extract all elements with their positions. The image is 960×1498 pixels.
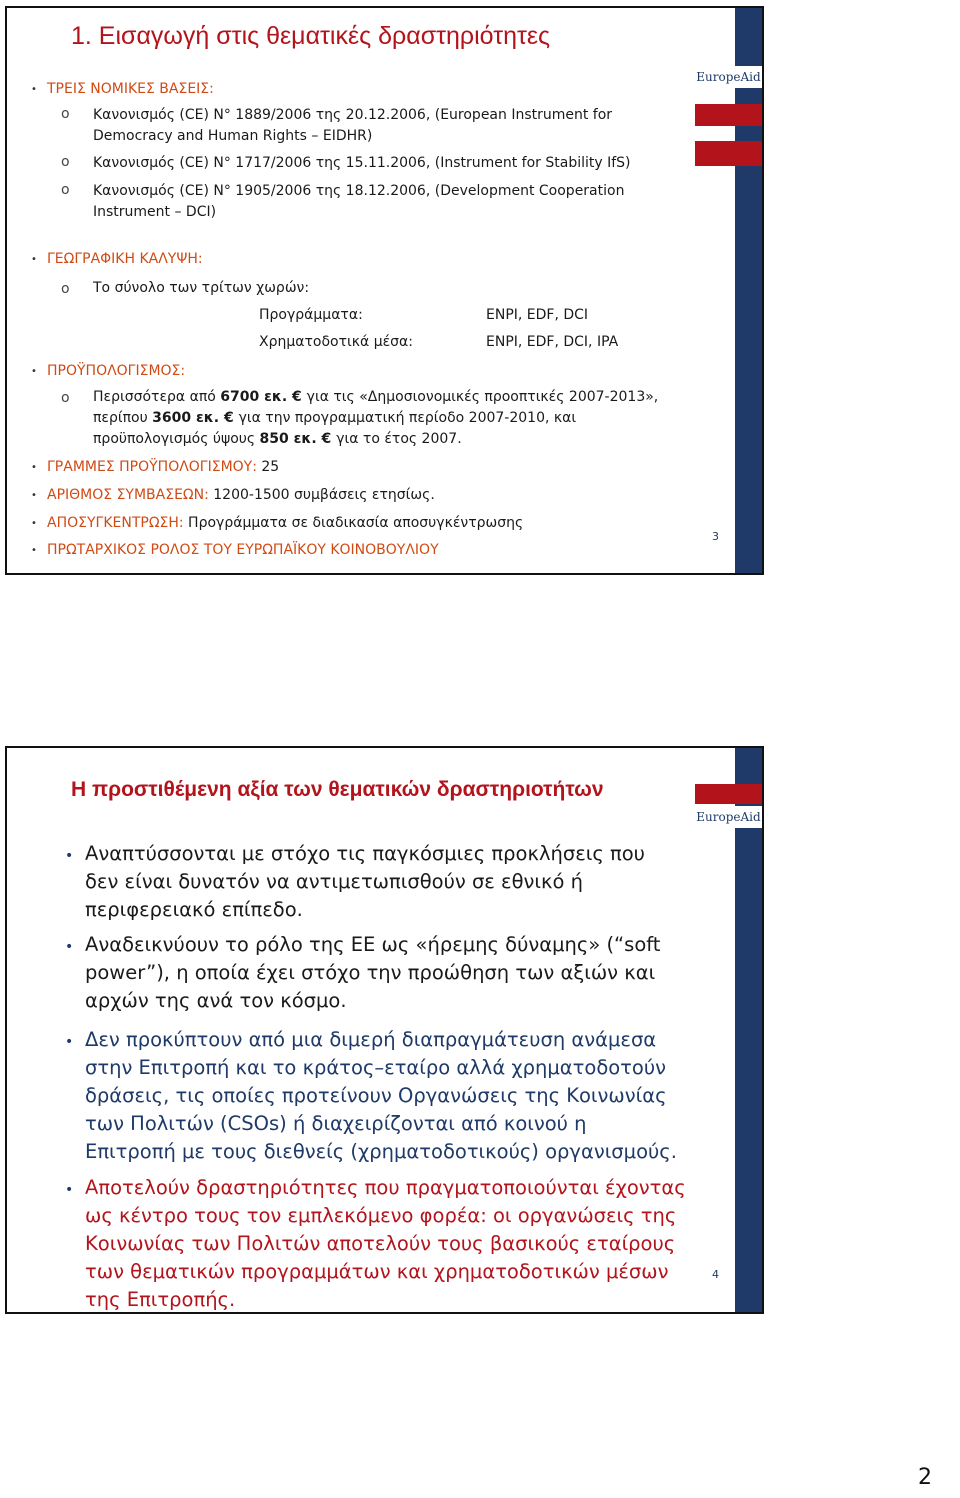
bullet-icon: • [31,254,37,265]
budget-lines-item: ΓΡΑΜΜΕΣ ΠΡΟΫΠΟΛΟΓΙΣΜΟΥ: 25 [47,459,280,475]
bullet-text: Αναπτύσσονται με στόχο τις παγκόσμιες προκλήσεις που δεν είναι δυνατόν να αντιμετωπισθούν σε εθνικό ή περιφερειακό επίπεδο. [85,842,645,921]
programs-value: ENPI, EDF, DCI [486,307,589,323]
circle-bullet-icon: o [61,182,70,198]
legal-item-line: Democracy and Human Rights – EIDHR) [93,128,373,144]
bullet-icon: • [65,1034,74,1050]
legal-item-line: Κανονισμός (CE) N° 1717/2006 της 15.11.2006, (Instrument for Stability IfS) [93,155,631,171]
budget-line: περίπου 3600 εκ. € για την προγραμματική περίοδο 2007-2010, και [93,410,577,426]
bullet-icon: • [65,848,74,864]
bullet-text: Δεν προκύπτουν από μια διμερή διαπραγμάτευση ανάμεσα στην Επιτροπή και το κράτος–εταίρο αλλά χρηματοδοτούν δράσεις, τις οποίες προτείνουν Οργανώσεις της Κοινωνίας των Πολιτών (CSOs) ή διαχειρίζονται από κοινού η Επιτροπή με τους διεθνείς (χρηματοδοτικούς) οργανισμούς. [85,1028,677,1163]
parliament-item: ΠΡΩΤΑΡΧΙΚΟΣ ΡΟΛΟΣ ΤΟΥ ΕΥΡΩΠΑΪΚΟΥ ΚΟΙΝΟΒΟΥΛΙΟΥ [47,542,439,558]
geo-item: Το σύνολο των τρίτων χωρών: [93,280,310,296]
legal-item-line: Instrument – DCI) [93,204,217,220]
slide-number: 3 [712,530,719,543]
slide-title: Η προστιθέμενη αξία των θεματικών δραστηριοτήτων [71,778,604,801]
red-block [695,784,762,804]
budget-line: Περισσότερα από 6700 εκ. € για τις «Δημοσιονομικές προοπτικές 2007-2013», [93,389,659,405]
bullet-icon: • [31,490,37,501]
contracts-item: ΑΡΙΘΜΟΣ ΣΥΜΒΑΣΕΩΝ: 1200-1500 συμβάσεις ετησίως. [47,487,435,503]
sidebar-band [735,748,762,1312]
instruments-label: Χρηματοδοτικά μέσα: [259,334,413,350]
bullet-icon: • [65,939,74,955]
instruments-value: ENPI, EDF, DCI, IPA [486,334,619,350]
circle-bullet-icon: o [61,390,70,406]
bullet-icon: • [31,462,37,473]
bullet-icon: • [31,84,37,95]
circle-bullet-icon: o [61,154,70,170]
bullet-icon: • [65,1182,74,1198]
red-block [695,141,762,166]
slide-3 [5,6,764,575]
legal-item-line: Κανονισμός (CE) N° 1905/2006 της 18.12.2006, (Development Cooperation [93,183,625,199]
programs-label: Προγράμματα: [259,307,363,323]
legal-basis-label: ΤΡΕΙΣ ΝΟΜΙΚΕΣ ΒΑΣΕΙΣ: [47,81,214,97]
europeaid-logo: EuropeAid [695,66,762,88]
europeaid-logo: EuropeAid [695,806,762,828]
page-number: 2 [918,1465,932,1490]
geo-coverage-label: ΓΕΩΓΡΑΦΙΚΗ ΚΑΛΥΨΗ: [47,251,203,267]
red-block [695,104,762,126]
slide-title: 1. Εισαγωγή στις θεματικές δραστηριότητες [71,22,551,50]
circle-bullet-icon: o [61,281,70,297]
budget-label: ΠΡΟΫΠΟΛΟΓΙΣΜΟΣ: [47,363,186,379]
sidebar-band [735,8,762,573]
slide-4 [5,746,764,1314]
deconcentration-item: ΑΠΟΣΥΓΚΕΝΤΡΩΣΗ: Προγράμματα σε διαδικασία αποσυγκέντρωσης [47,515,524,531]
bullet-icon: • [31,366,37,377]
bullet-icon: • [31,545,37,556]
bullet-text: Αποτελούν δραστηριότητες που πραγματοποιούνται έχοντας ως κέντρο τους τον εμπλεκόμενο φορέα: οι οργανώσεις της Κοινωνίας των Πολιτών αποτελούν τους βασικούς εταίρους των θεματικών προγραμμάτων και χρηματοδοτικών μέσων της Επιτροπής. [85,1176,686,1311]
bullet-text: Αναδεικνύουν το ρόλο της ΕΕ ως «ήρεμης δύναμης» (“soft power”), η οποία έχει στόχο την προώθηση των αξιών και αρχών της ανά τον κόσμο. [85,933,661,1012]
bullet-icon: • [31,518,37,529]
circle-bullet-icon: o [61,106,70,122]
legal-item-line: Κανονισμός (CE) N° 1889/2006 της 20.12.2006, (European Instrument for [93,107,613,123]
budget-line: προϋπολογισμός ύψους 850 εκ. € για το έτος 2007. [93,431,462,447]
slide-number: 4 [712,1268,719,1281]
